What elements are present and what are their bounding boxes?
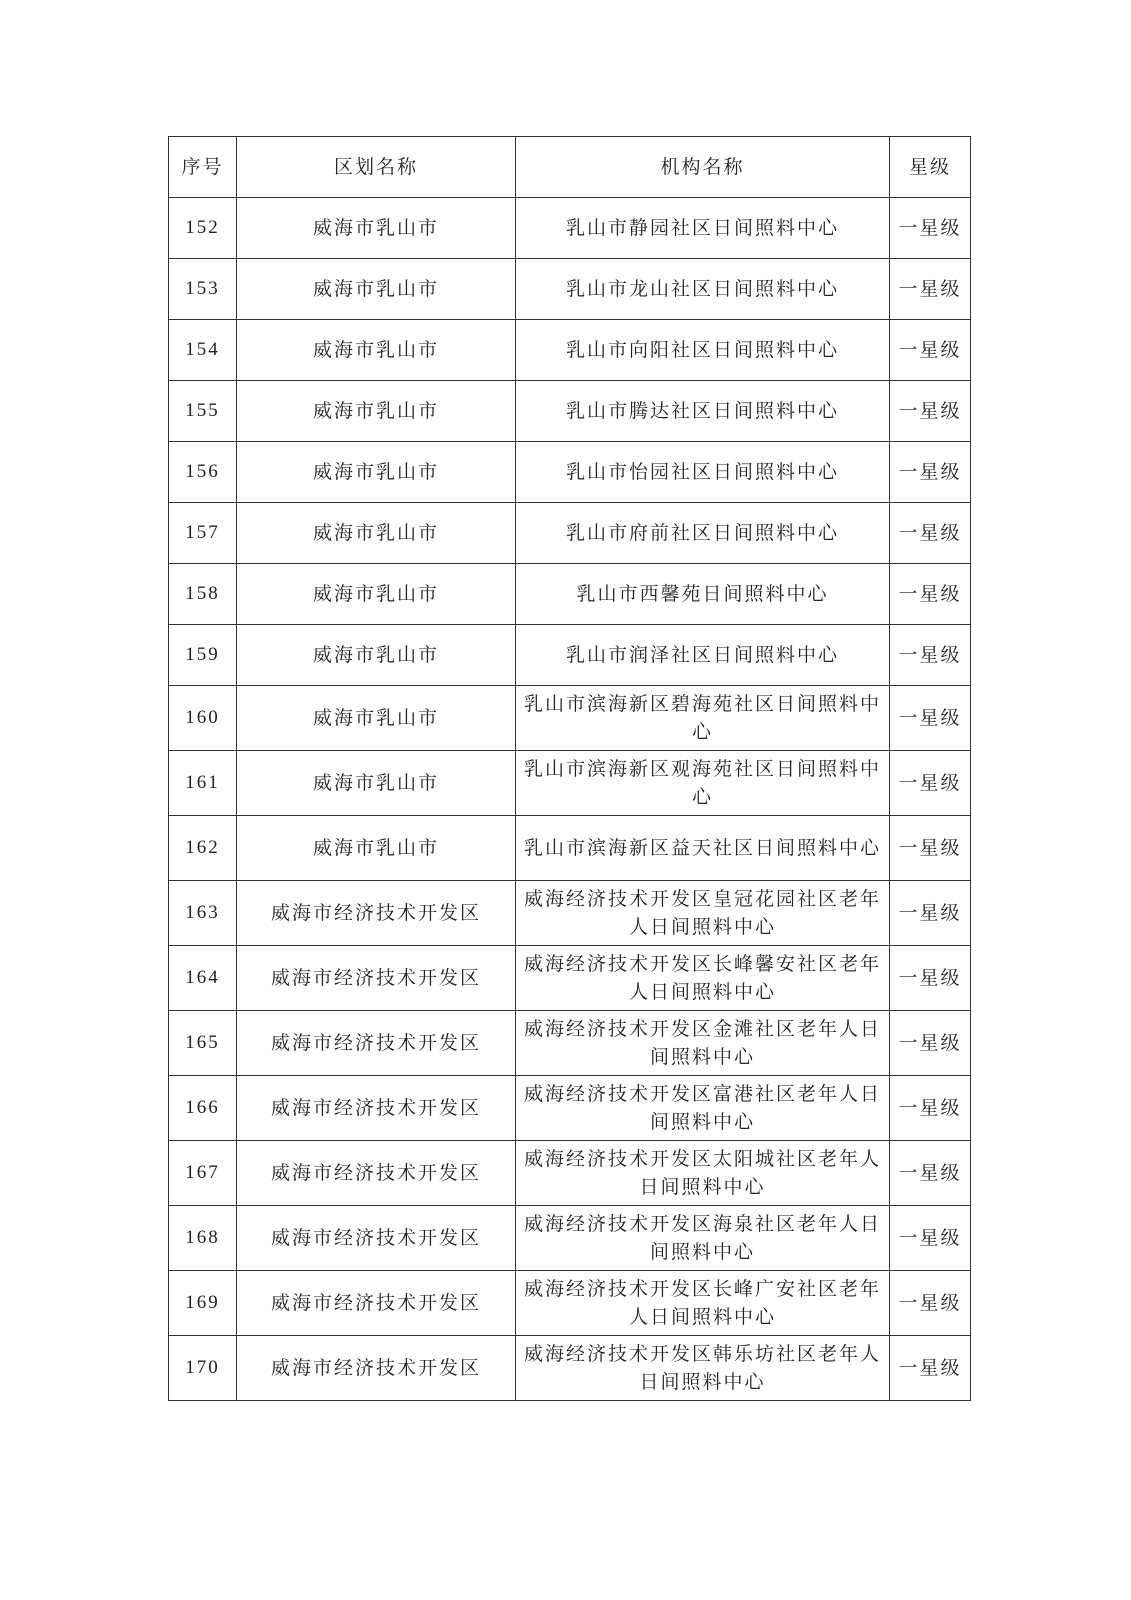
table-row <box>169 1206 971 1271</box>
district-name: 威海市经济技术开发区 <box>237 1271 516 1336</box>
organization-name: 威海经济技术开发区长峰馨安社区老年人日间照料中心 <box>516 946 890 1011</box>
table-row <box>169 1271 971 1336</box>
serial-number: 158 <box>169 564 237 625</box>
star-rating: 一星级 <box>890 1141 971 1206</box>
district-name: 威海市经济技术开发区 <box>237 1011 516 1076</box>
star-rating: 一星级 <box>890 751 971 816</box>
serial-number: 165 <box>169 1011 237 1076</box>
district-name: 威海市乳山市 <box>237 503 516 564</box>
serial-number: 161 <box>169 751 237 816</box>
organization-name: 乳山市龙山社区日间照料中心 <box>516 259 890 320</box>
serial-number: 160 <box>169 686 237 751</box>
serial-number: 166 <box>169 1076 237 1141</box>
organization-name: 乳山市静园社区日间照料中心 <box>516 198 890 259</box>
star-rating: 一星级 <box>890 1271 971 1336</box>
star-rating: 一星级 <box>890 198 971 259</box>
table-row <box>169 1076 971 1141</box>
star-rating: 一星级 <box>890 381 971 442</box>
table-row <box>169 1011 971 1076</box>
organization-name: 乳山市滨海新区益天社区日间照料中心 <box>516 816 890 881</box>
district-name: 威海市经济技术开发区 <box>237 1336 516 1401</box>
table-row <box>169 1336 971 1401</box>
serial-number: 169 <box>169 1271 237 1336</box>
star-rating: 一星级 <box>890 686 971 751</box>
star-rating: 一星级 <box>890 442 971 503</box>
serial-number: 164 <box>169 946 237 1011</box>
star-rating: 一星级 <box>890 1336 971 1401</box>
serial-number: 155 <box>169 381 237 442</box>
organization-name: 威海经济技术开发区皇冠花园社区老年人日间照料中心 <box>516 881 890 946</box>
star-rating: 一星级 <box>890 625 971 686</box>
serial-number: 167 <box>169 1141 237 1206</box>
organization-name: 乳山市怡园社区日间照料中心 <box>516 442 890 503</box>
table-row <box>169 881 971 946</box>
table-row <box>169 381 971 442</box>
star-rating: 一星级 <box>890 1206 971 1271</box>
organization-name: 乳山市滨海新区碧海苑社区日间照料中心 <box>516 686 890 751</box>
organization-name: 乳山市腾达社区日间照料中心 <box>516 381 890 442</box>
serial-number: 153 <box>169 259 237 320</box>
table-row <box>169 564 971 625</box>
star-rating: 一星级 <box>890 564 971 625</box>
star-rating: 一星级 <box>890 503 971 564</box>
table-row <box>169 1141 971 1206</box>
district-name: 威海市乳山市 <box>237 816 516 881</box>
organization-name: 乳山市府前社区日间照料中心 <box>516 503 890 564</box>
table-row <box>169 816 971 881</box>
star-rating: 一星级 <box>890 1011 971 1076</box>
star-rating: 一星级 <box>890 1076 971 1141</box>
serial-number: 162 <box>169 816 237 881</box>
organization-name: 乳山市滨海新区观海苑社区日间照料中心 <box>516 751 890 816</box>
district-name: 威海市乳山市 <box>237 259 516 320</box>
organization-name: 威海经济技术开发区韩乐坊社区老年人日间照料中心 <box>516 1336 890 1401</box>
star-rating: 一星级 <box>890 320 971 381</box>
table-row <box>169 320 971 381</box>
organization-name: 威海经济技术开发区金滩社区老年人日间照料中心 <box>516 1011 890 1076</box>
organization-name: 乳山市西馨苑日间照料中心 <box>516 564 890 625</box>
organization-name: 威海经济技术开发区长峰广安社区老年人日间照料中心 <box>516 1271 890 1336</box>
district-name: 威海市乳山市 <box>237 198 516 259</box>
organization-name: 威海经济技术开发区太阳城社区老年人日间照料中心 <box>516 1141 890 1206</box>
serial-number: 168 <box>169 1206 237 1271</box>
table-row <box>169 686 971 751</box>
star-rating: 一星级 <box>890 259 971 320</box>
district-name: 威海市乳山市 <box>237 751 516 816</box>
header-star-rating: 星级 <box>890 137 971 198</box>
district-name: 威海市经济技术开发区 <box>237 946 516 1011</box>
table-row <box>169 442 971 503</box>
table-header-row <box>169 137 971 198</box>
serial-number: 156 <box>169 442 237 503</box>
star-rating: 一星级 <box>890 881 971 946</box>
district-name: 威海市经济技术开发区 <box>237 1206 516 1271</box>
serial-number: 163 <box>169 881 237 946</box>
serial-number: 157 <box>169 503 237 564</box>
district-name: 威海市乳山市 <box>237 686 516 751</box>
organization-name: 威海经济技术开发区海泉社区老年人日间照料中心 <box>516 1206 890 1271</box>
table-row <box>169 259 971 320</box>
table-row <box>169 946 971 1011</box>
table-row <box>169 751 971 816</box>
care-center-table <box>168 136 971 1401</box>
district-name: 威海市乳山市 <box>237 320 516 381</box>
district-name: 威海市乳山市 <box>237 442 516 503</box>
district-name: 威海市经济技术开发区 <box>237 1076 516 1141</box>
district-name: 威海市乳山市 <box>237 564 516 625</box>
district-name: 威海市经济技术开发区 <box>237 1141 516 1206</box>
header-serial-number: 序号 <box>169 137 237 198</box>
organization-name: 乳山市润泽社区日间照料中心 <box>516 625 890 686</box>
district-name: 威海市乳山市 <box>237 625 516 686</box>
district-name: 威海市乳山市 <box>237 381 516 442</box>
serial-number: 159 <box>169 625 237 686</box>
serial-number: 152 <box>169 198 237 259</box>
organization-name: 乳山市向阳社区日间照料中心 <box>516 320 890 381</box>
serial-number: 154 <box>169 320 237 381</box>
district-name: 威海市经济技术开发区 <box>237 881 516 946</box>
serial-number: 170 <box>169 1336 237 1401</box>
star-rating: 一星级 <box>890 946 971 1011</box>
table-row <box>169 503 971 564</box>
header-organization-name: 机构名称 <box>516 137 890 198</box>
header-district-name: 区划名称 <box>237 137 516 198</box>
table-row <box>169 198 971 259</box>
organization-name: 威海经济技术开发区富港社区老年人日间照料中心 <box>516 1076 890 1141</box>
table-row <box>169 625 971 686</box>
star-rating: 一星级 <box>890 816 971 881</box>
